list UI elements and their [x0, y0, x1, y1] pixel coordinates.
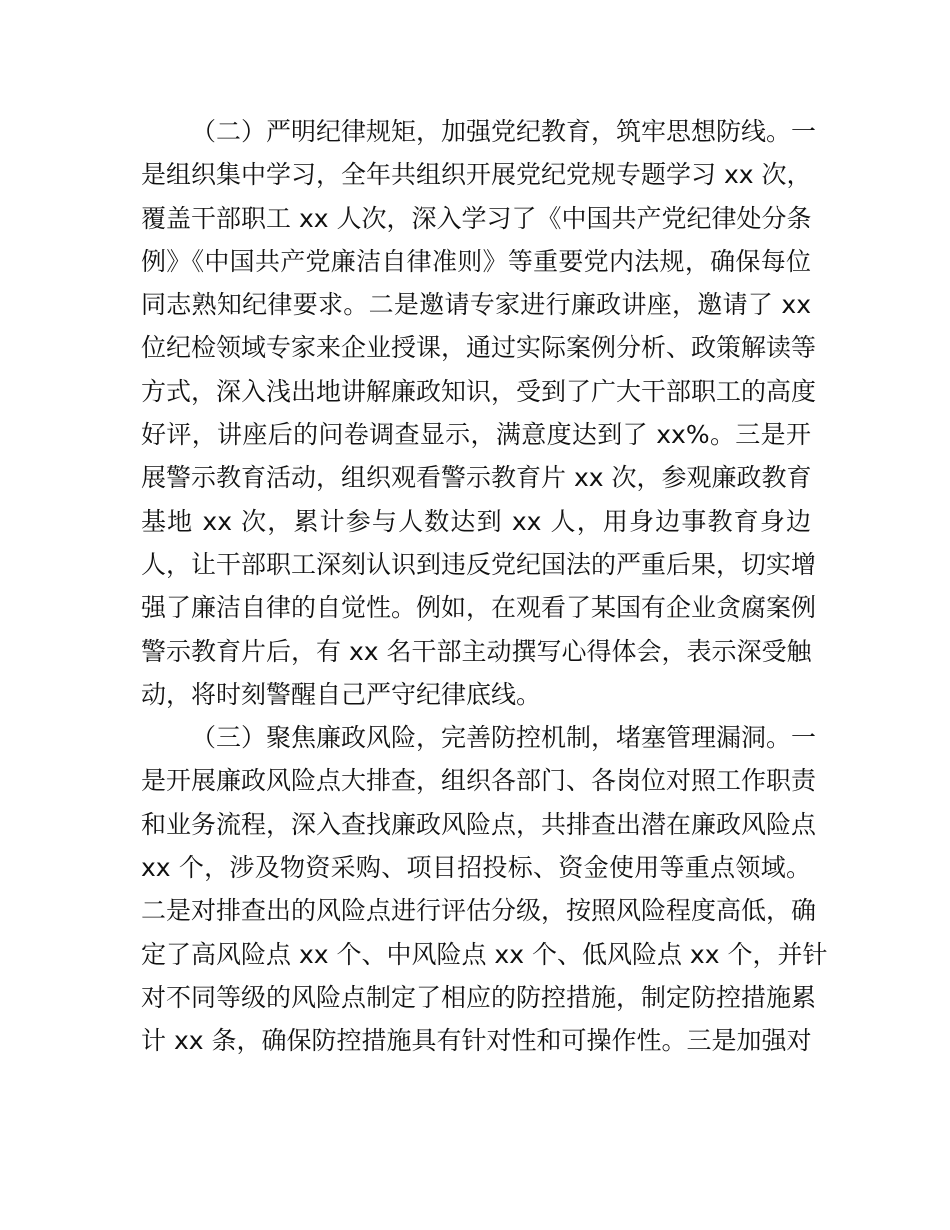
text-line: 位纪检领域专家来企业授课，通过实际案例分析、政策解读等: [141, 333, 817, 363]
text-line: 动，将时刻警醒自己严守纪律底线。: [141, 679, 542, 709]
text-line: 好评，讲座后的问卷调查显示，满意度达到了 xx%。三是开: [141, 420, 811, 450]
text-line: 定了高风险点 xx 个、中风险点 xx 个、低风险点 xx 个，并针: [141, 939, 828, 969]
text-line: 例》《中国共产党廉洁自律准则》等重要党内法规，确保每位: [141, 246, 811, 276]
text-line: 展警示教育活动，组织观看警示教育片 xx 次，参观廉政教育: [141, 463, 812, 493]
text-line: 基地 xx 次，累计参与人数达到 xx 人，用身边事教育身边: [141, 506, 811, 536]
text-line: 是开展廉政风险点大排查，组织各部门、各岗位对照工作职责: [141, 766, 817, 796]
text-line: 方式，深入浅出地讲解廉政知识，受到了广大干部职工的高度: [141, 376, 817, 406]
text-line: 同志熟知纪律要求。二是邀请专家进行廉政讲座，邀请了 xx: [141, 290, 811, 320]
text-line: 人，让干部职工深刻认识到违反党纪国法的严重后果，切实增: [141, 549, 817, 579]
text-line: 计 xx 条，确保防控措施具有针对性和可操作性。三是加强对: [141, 1026, 812, 1056]
text-line: 对不同等级的风险点制定了相应的防控措施，制定防控措施累: [141, 982, 817, 1012]
paragraph-risk-control: [141, 716, 828, 1062]
text-line: （二）严明纪律规矩，加强党纪教育，筑牢思想防线。一: [191, 117, 817, 146]
text-line: xx 个，涉及物资采购、项目招投标、资金使用等重点领域。: [141, 853, 811, 883]
text-line: 警示教育片后，有 xx 名干部主动撰写心得体会，表示深受触: [141, 636, 812, 666]
text-line: 二是对排查出的风险点进行评估分级，按照风险程度高低，确: [141, 896, 817, 926]
text-line: 覆盖干部职工 xx 人次，深入学习了《中国共产党纪律处分条: [141, 203, 812, 233]
text-line: 强了廉洁自律的自觉性。例如，在观看了某国有企业贪腐案例: [141, 593, 817, 623]
text-line: 和业务流程，深入查找廉政风险点，共排查出潜在廉政风险点: [141, 809, 817, 839]
document-body: [141, 110, 828, 1063]
text-line: 是组织集中学习，全年共组织开展党纪党规专题学习 xx 次，: [141, 160, 812, 190]
paragraph-discipline-education: [141, 110, 817, 716]
text-line: （三）聚焦廉政风险，完善防控机制，堵塞管理漏洞。一: [191, 723, 817, 753]
